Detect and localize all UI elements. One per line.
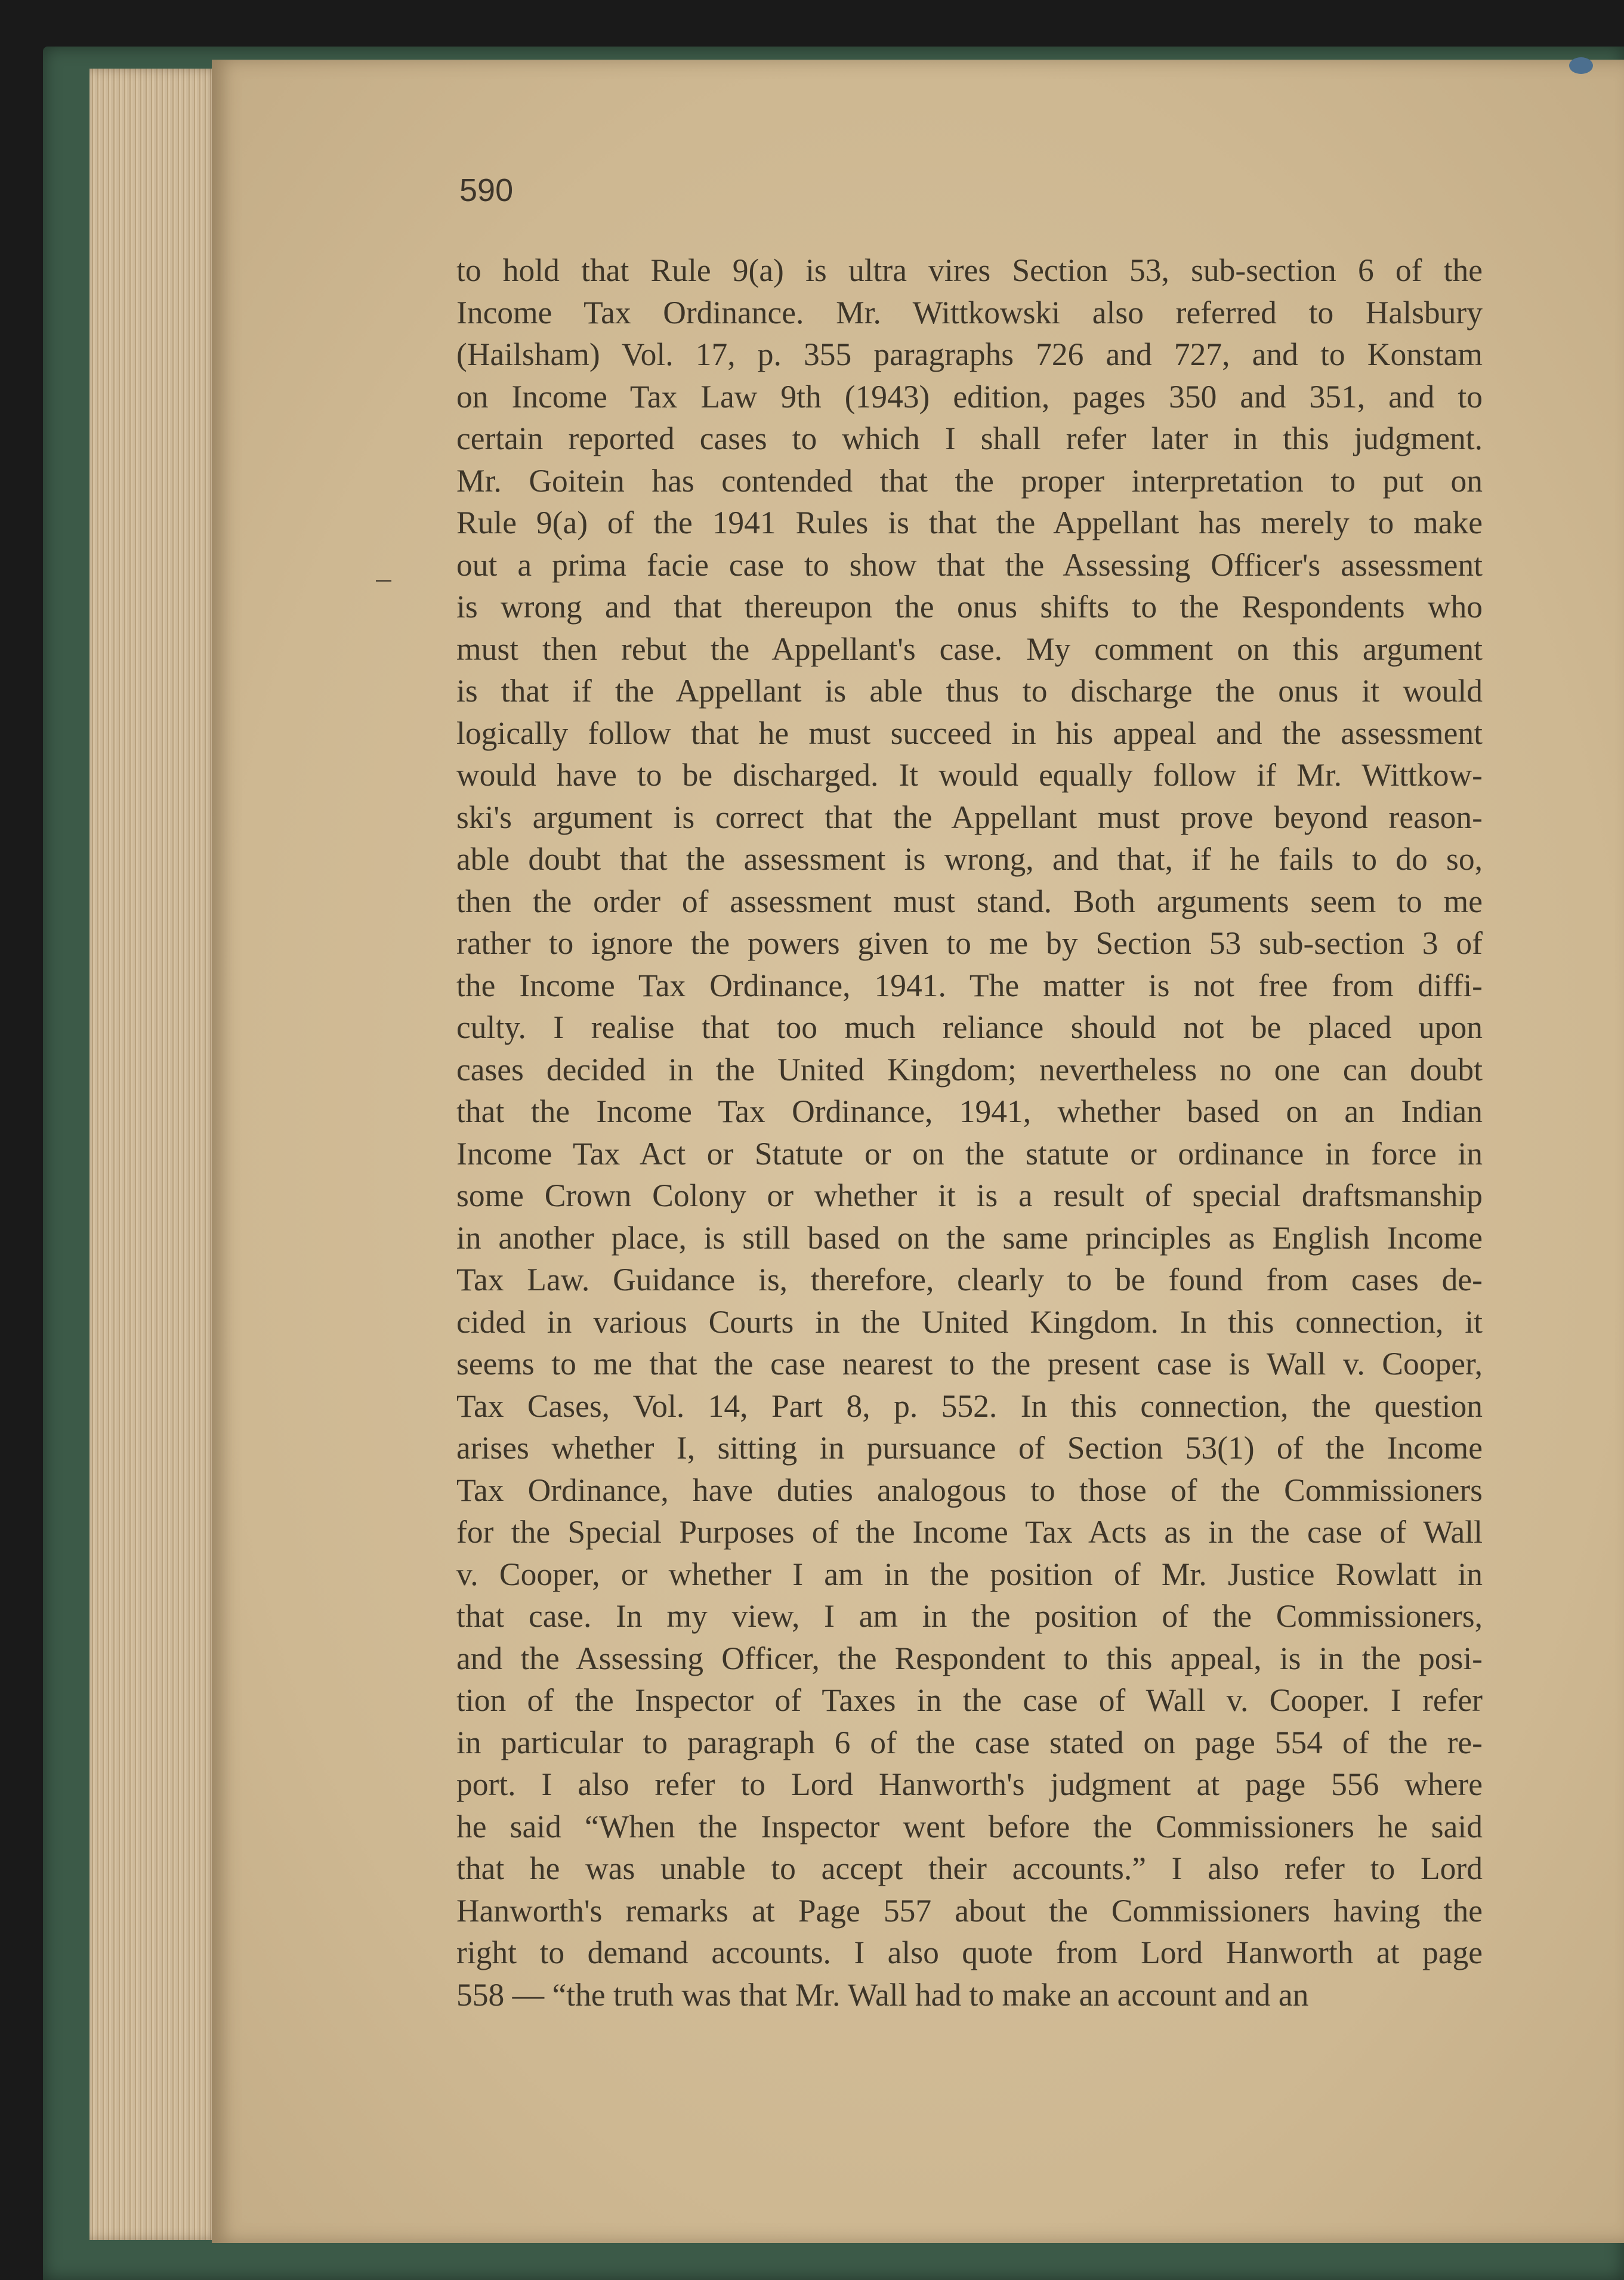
page-number: 590 xyxy=(459,172,514,208)
text-line: the Income Tax Ordinance, 1941. The matter is not free from diffi- xyxy=(456,967,1483,1003)
margin-mark xyxy=(376,580,391,582)
text-line: Tax Ordinance, have duties analogous to those of the Commissioners xyxy=(456,1472,1483,1508)
text-line: that case. In my view, I am in the position of the Commissioners, xyxy=(456,1598,1483,1634)
text-line: would have to be discharged. It would equally follow if Mr. Wittkow- xyxy=(456,757,1483,793)
text-line: is that if the Appellant is able thus to discharge the onus it would xyxy=(456,673,1483,709)
text-line: port. I also refer to Lord Hanworth's judgment at page 556 where xyxy=(456,1766,1483,1802)
text-line: cases decided in the United Kingdom; nevertheless no one can doubt xyxy=(456,1051,1483,1088)
text-line: in particular to paragraph 6 of the case stated on page 554 of the re- xyxy=(456,1724,1483,1760)
text-line: and the Assessing Officer, the Respondent to this appeal, is in the posi- xyxy=(456,1640,1483,1676)
text-line: out a prima facie case to show that the Assessing Officer's assessment xyxy=(456,546,1483,583)
text-line: in another place, is still based on the same principles as English Income xyxy=(456,1219,1483,1256)
text-line: culty. I realise that too much reliance should not be placed upon xyxy=(456,1009,1483,1045)
text-line: v. Cooper, or whether I am in the position of Mr. Justice Rowlatt in xyxy=(456,1556,1483,1592)
text-line: Tax Law. Guidance is, therefore, clearly to be found from cases de- xyxy=(456,1262,1483,1297)
text-line: 558 — “the truth was that Mr. Wall had to make an account and an xyxy=(456,1976,1309,2013)
text-line: for the Special Purposes of the Income Tax Acts as in the case of Wall xyxy=(456,1514,1483,1550)
text-line: Income Tax Act or Statute or on the statute or ordinance in force in xyxy=(456,1135,1483,1172)
text-line: tion of the Inspector of Taxes in the case of Wall v. Cooper. I refer xyxy=(456,1682,1483,1718)
text-line: some Crown Colony or whether it is a result of special draftsmanship xyxy=(456,1178,1483,1213)
text-line: (Hailsham) Vol. 17, p. 355 paragraphs 726 and 727, and to Konstam xyxy=(456,336,1483,372)
text-line: arises whether I, sitting in pursuance of Section 53(1) of the Income xyxy=(456,1430,1483,1466)
text-line: Tax Cases, Vol. 14, Part 8, p. 552. In this connection, the question xyxy=(456,1388,1483,1424)
page-edges xyxy=(89,69,221,2240)
text-line: Income Tax Ordinance. Mr. Wittkowski also referred to Halsbury xyxy=(456,294,1483,330)
text-line: right to demand accounts. I also quote from Lord Hanworth at page xyxy=(456,1935,1483,1970)
text-line: to hold that Rule 9(a) is ultra vires Section 53, sub-section 6 of the xyxy=(456,252,1483,288)
text-line: ski's argument is correct that the Appellant must prove beyond reason- xyxy=(456,799,1483,835)
text-line: certain reported cases to which I shall refer later in this judgment. xyxy=(456,421,1483,456)
text-line: then the order of assessment must stand. Both arguments seem to me xyxy=(456,883,1483,919)
text-line: Mr. Goitein has contended that the proper interpretation to put on xyxy=(456,462,1483,499)
text-line: that the Income Tax Ordinance, 1941, whether based on an Indian xyxy=(456,1093,1483,1129)
text-line: is wrong and that thereupon the onus shifts to the Respondents who xyxy=(456,589,1483,625)
text-line: seems to me that the case nearest to the present case is Wall v. Cooper, xyxy=(456,1346,1483,1382)
text-line: Rule 9(a) of the 1941 Rules is that the Appellant has merely to make xyxy=(456,505,1483,540)
body-text xyxy=(456,249,1483,2016)
text-line: Hanworth's remarks at Page 557 about the Commissioners having the xyxy=(456,1892,1483,1929)
text-line: cided in various Courts in the United Kingdom. In this connection, it xyxy=(456,1303,1483,1340)
text-line: rather to ignore the powers given to me by Section 53 sub-section 3 of xyxy=(456,925,1483,961)
bookmark-ribbon xyxy=(1569,57,1593,74)
text-line: he said “When the Inspector went before the Commissioners he said xyxy=(456,1808,1483,1845)
text-line: that he was unable to accept their accounts.” I also refer to Lord xyxy=(456,1850,1483,1886)
text-line: must then rebut the Appellant's case. My comment on this argument xyxy=(456,631,1483,667)
text-line: able doubt that the assessment is wrong, and that, if he fails to do so, xyxy=(456,841,1483,877)
text-line: logically follow that he must succeed in his appeal and the assessment xyxy=(456,715,1483,751)
text-line: on Income Tax Law 9th (1943) edition, pages 350 and 351, and to xyxy=(456,378,1483,415)
